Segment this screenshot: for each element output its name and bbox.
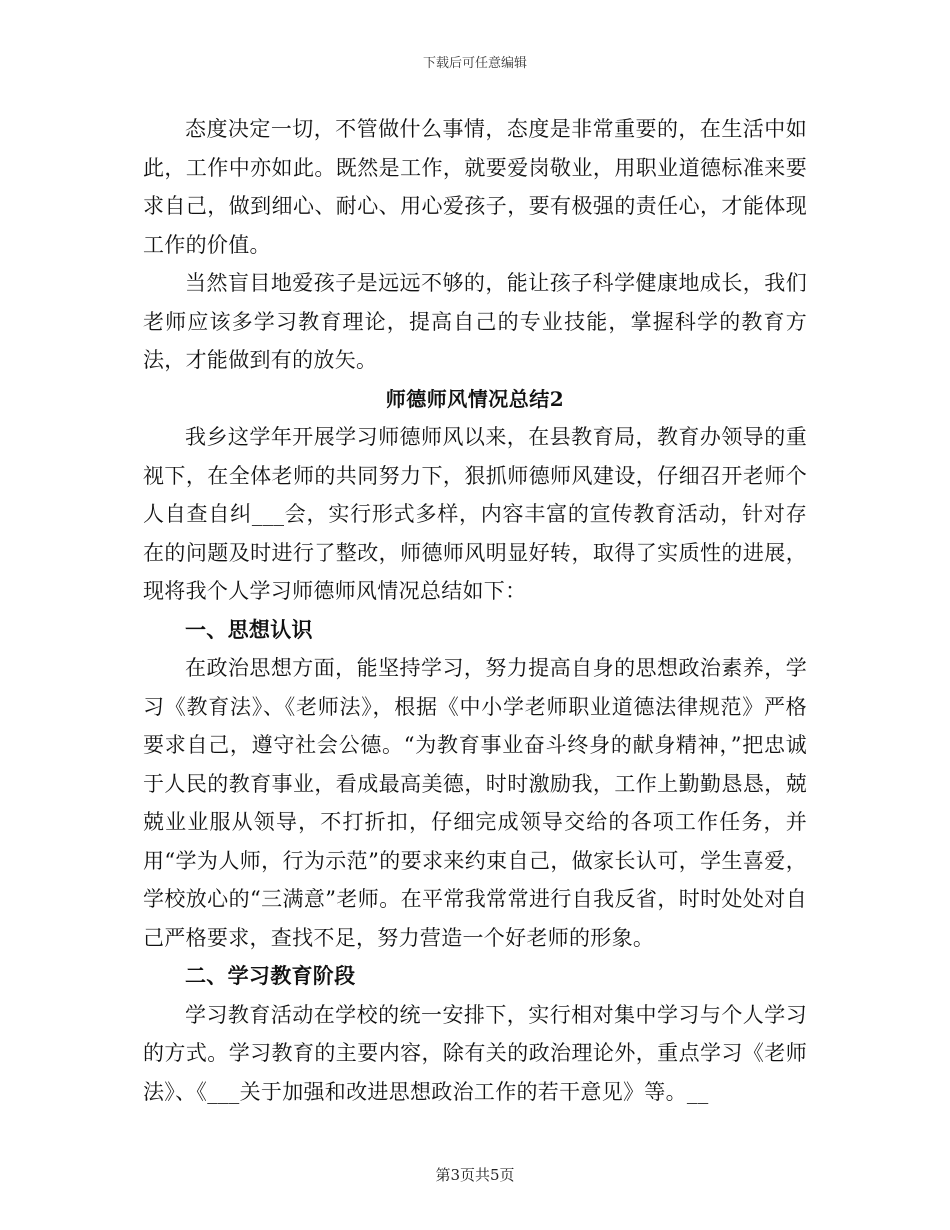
page-header-note: 下载后可任意编辑 xyxy=(422,56,527,71)
paragraph-study-phase: 学习教育活动在学校的统一安排下，实行相对集中学习与个人学习的方式。学习教育的主要内容，除有关的政治理论外，重点学习《老师法》、《___关于加强和改进思想政治工作的若干意见》等。__ xyxy=(143,1002,807,1104)
heading-study-phase: 二、学习教育阶段 xyxy=(185,964,356,988)
paragraph-attitude: 态度决定一切，不管做什么事情，态度是非常重要的，在生活中如此，工作中亦如此。既然是工作，就要爱岗敬业，用职业道德标准来要求自己，做到细心、耐心、用心爱孩子，要有极强的责任心，才能体现工作的价值。 xyxy=(143,117,807,257)
paragraph-education-theory: 当然盲目地爱孩子是远远不够的，能让孩子科学健康地成长，我们老师应该多学习教育理论，提高自己的专业技能，掌握科学的教育方法，才能做到有的放矢。 xyxy=(143,271,807,372)
document-body xyxy=(143,110,807,1111)
heading-ideology: 一、思想认识 xyxy=(185,617,313,642)
page-number: 第3页共5页 xyxy=(435,1166,515,1184)
paragraph-intro: 我乡这学年开展学习师德师风以来，在县教育局，教育办领导的重视下，在全体老师的共同努力下，狠抓师德师风建设，仔细召开老师个人自查自纠___会，实行形式多样，内容丰富的宣传教育活动，针对存在的问题及时进行了整改，师德师风明显好转，取得了实质性的进展，现将我个人学习师德师风情况总结如下： xyxy=(143,425,807,603)
paragraph-ideology: 在政治思想方面，能坚持学习，努力提高自身的思想政治素养，学习《教育法》、《老师法》，根据《中小学老师职业道德法律规范》严格要求自己，遵守社会公德。“为教育事业奋斗终身的献身精神，”把忠诚于人民的教育事业，看成最高美德，时时激励我，工作上勤勤恳恳，兢兢业业服从领导，不打折扣，仔细完成领导交给的各项工作任务，并用“学为人师，行为示范”的要求来约束自己，做家长认可，学生喜爱，学校放心的“三满意”老师。在平常我常常进行自我反省，时时处处对自己严格要求，查找不足，努力营造一个好老师的形象。 xyxy=(143,656,807,950)
section-title: 师德师风情况总结2 xyxy=(385,386,565,411)
